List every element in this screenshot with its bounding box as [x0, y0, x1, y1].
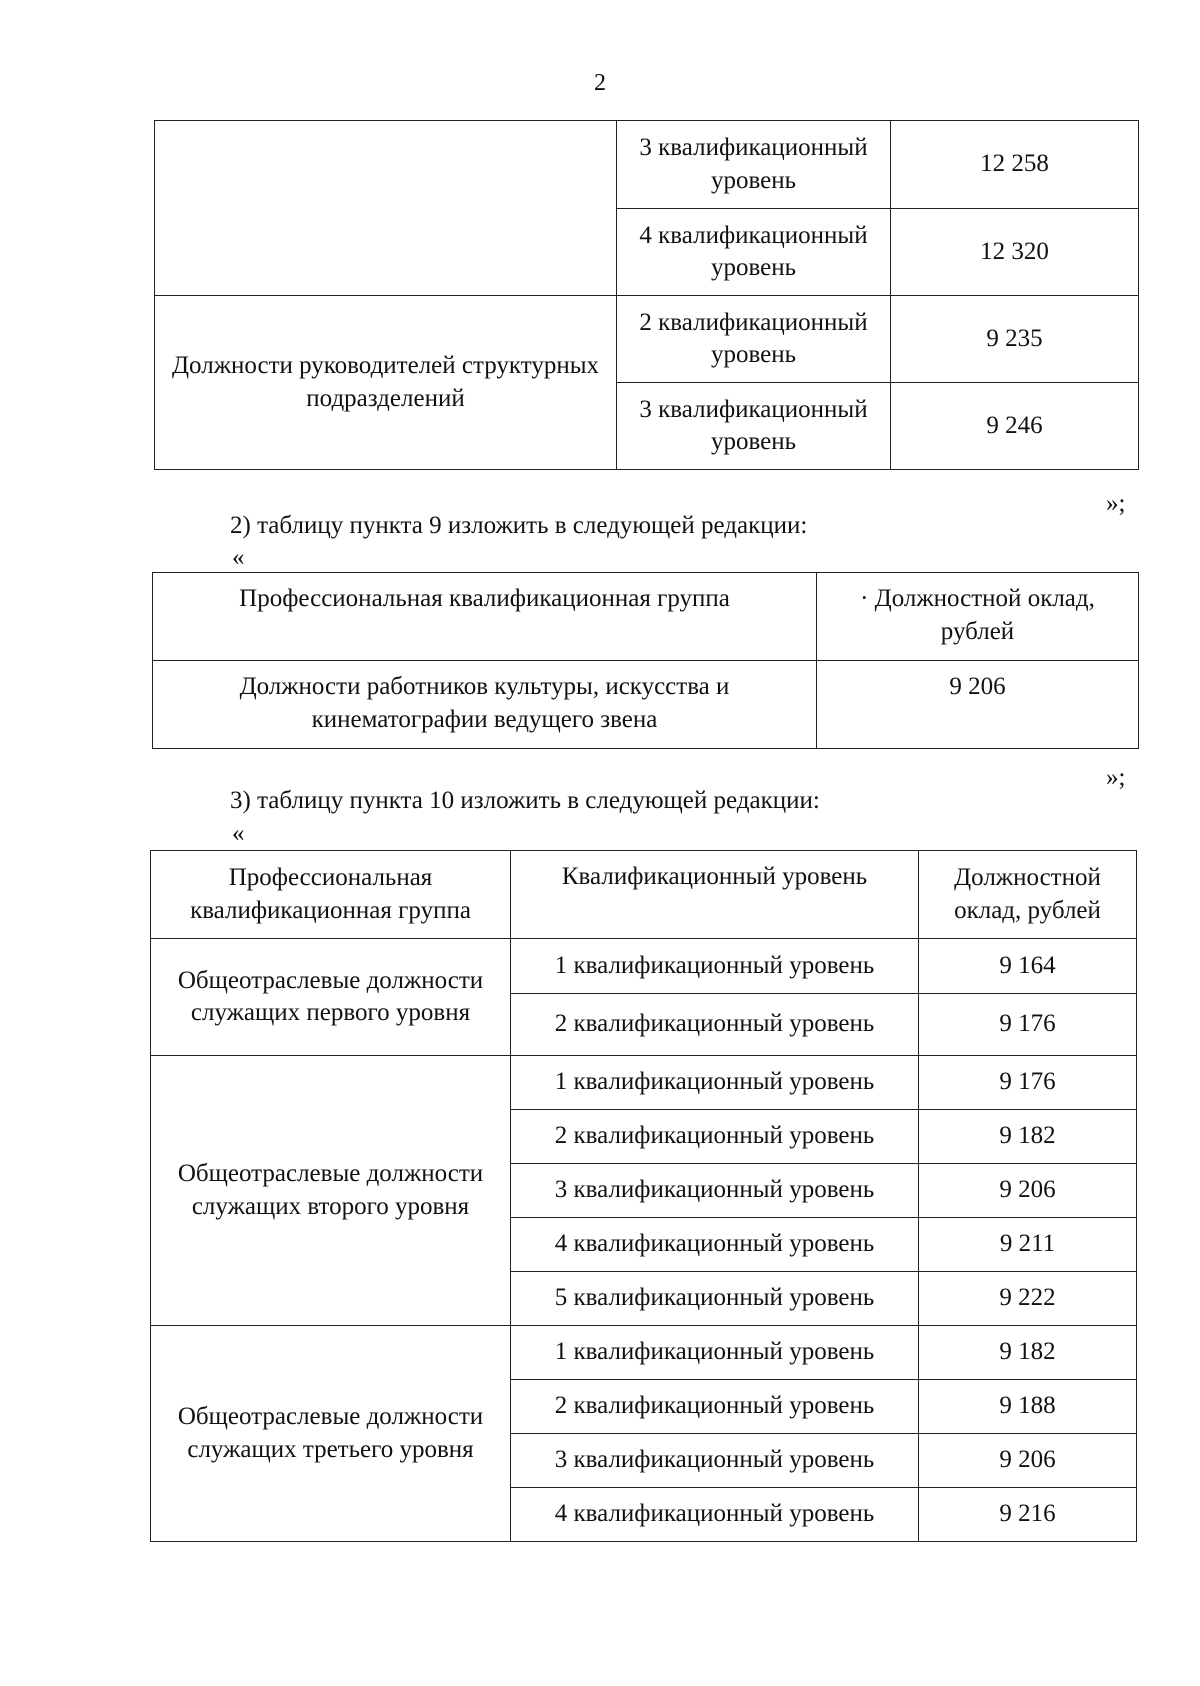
level-cell: 2 квалификационный уровень — [511, 994, 919, 1056]
level-cell: 3 квалификационный уровень — [617, 383, 891, 470]
closing-quote: »; — [1106, 764, 1126, 791]
table-header-row — [153, 573, 1139, 661]
level-cell: 1 квалификационный уровень — [511, 939, 919, 994]
salary-cell: 9 206 — [817, 661, 1139, 749]
table-item-10 — [150, 850, 1137, 1542]
salary-cell: 9 164 — [919, 939, 1137, 994]
header-salary: · Должностной оклад, рублей — [817, 573, 1139, 661]
salary-cell: 9 246 — [891, 383, 1139, 470]
opening-quote: « — [232, 544, 245, 571]
salary-cell: 12 258 — [891, 121, 1139, 209]
table-row — [151, 1326, 1137, 1380]
page-number: 2 — [594, 70, 606, 96]
header-level: Квалификационный уровень — [511, 851, 919, 939]
level-cell: 2 квалификационный уровень — [617, 296, 891, 383]
group-cell: Общеотраслевые должности служащих третьего уровня — [151, 1326, 511, 1542]
level-cell: 2 квалификационный уровень — [511, 1110, 919, 1164]
level-cell: 3 квалификационный уровень — [511, 1434, 919, 1488]
empty-group-cell — [155, 121, 617, 296]
salary-cell: 9 188 — [919, 1380, 1137, 1434]
header-group: Профессиональная квалификационная группа — [151, 851, 511, 939]
table-row — [155, 296, 1139, 383]
level-cell: 1 квалификационный уровень — [511, 1056, 919, 1110]
group-cell: Должности работников культуры, искусства и кинематографии ведущего звена — [153, 661, 817, 749]
level-cell: 1 квалификационный уровень — [511, 1326, 919, 1380]
table-header-row — [151, 851, 1137, 939]
salary-cell: 12 320 — [891, 209, 1139, 296]
salary-cell: 9 211 — [919, 1218, 1137, 1272]
paragraph-item-2: 2) таблицу пункта 9 изложить в следующей редакции: — [230, 512, 808, 539]
level-cell: 4 квалификационный уровень — [617, 209, 891, 296]
header-salary: Должностной оклад, рублей — [919, 851, 1137, 939]
salary-cell: 9 206 — [919, 1164, 1137, 1218]
table-continuation — [154, 120, 1139, 470]
table-row — [151, 939, 1137, 994]
level-cell: 3 квалификационный уровень — [617, 121, 891, 209]
salary-cell: 9 182 — [919, 1110, 1137, 1164]
group-cell: Общеотраслевые должности служащих второго уровня — [151, 1056, 511, 1326]
salary-cell: 9 222 — [919, 1272, 1137, 1326]
salary-cell: 9 176 — [919, 1056, 1137, 1110]
salary-cell: 9 182 — [919, 1326, 1137, 1380]
table-item-9 — [152, 572, 1139, 749]
level-cell: 4 квалификационный уровень — [511, 1488, 919, 1542]
salary-cell: 9 206 — [919, 1434, 1137, 1488]
group-cell: Должности руководителей структурных подразделений — [155, 296, 617, 470]
level-cell: 5 квалификационный уровень — [511, 1272, 919, 1326]
paragraph-item-3: 3) таблицу пункта 10 изложить в следующей редакции: — [230, 787, 820, 814]
salary-cell: 9 235 — [891, 296, 1139, 383]
closing-quote: »; — [1106, 490, 1126, 517]
level-cell: 3 квалификационный уровень — [511, 1164, 919, 1218]
table-row — [155, 121, 1139, 209]
level-cell: 4 квалификационный уровень — [511, 1218, 919, 1272]
table-row — [153, 661, 1139, 749]
salary-cell: 9 176 — [919, 994, 1137, 1056]
opening-quote: « — [232, 820, 245, 847]
salary-cell: 9 216 — [919, 1488, 1137, 1542]
header-group: Профессиональная квалификационная группа — [153, 573, 817, 661]
table-row — [151, 1056, 1137, 1110]
level-cell: 2 квалификационный уровень — [511, 1380, 919, 1434]
group-cell: Общеотраслевые должности служащих первого уровня — [151, 939, 511, 1056]
